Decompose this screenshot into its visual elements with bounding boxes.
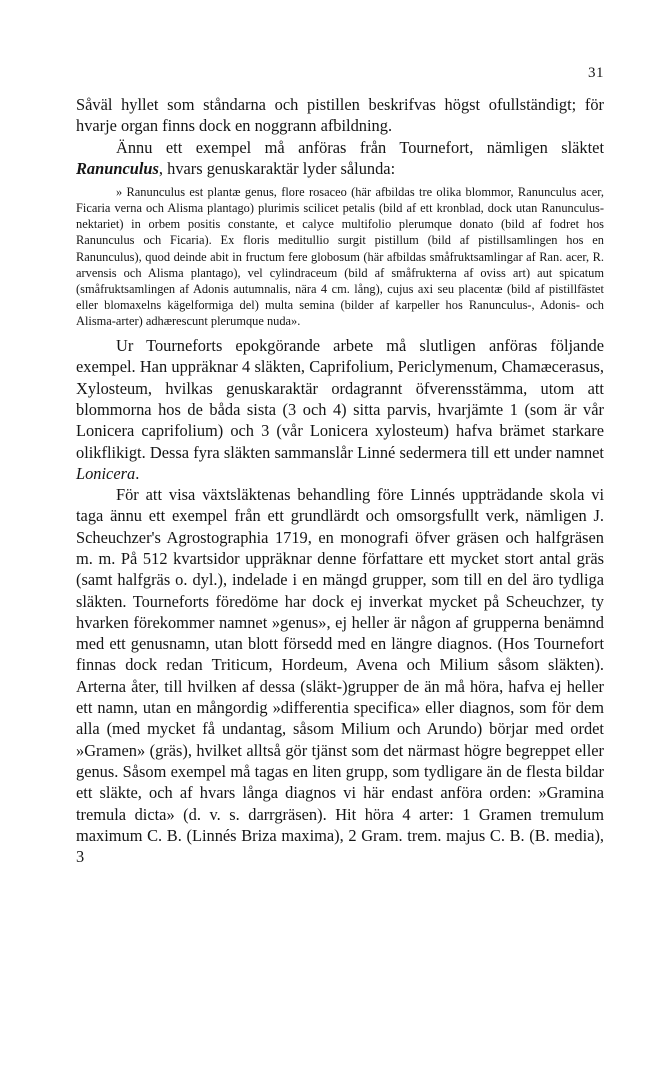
genus-name-ranunculus: Ranunculus bbox=[76, 158, 159, 178]
quote-ranunculus-character: » Ranunculus est plantæ genus, flore rosaceo (här afbildas tre olika blommor, Ranunculus acer, Ficaria verna och Alisma plantago) plurimis scilicet petalis (bild af ett kronblad, dock utan Ranunculus-nektariet) in orbem positis constante, et calyce multifolio plerumque donato (bild af fodret hos Ranunculus och Ficaria). Ex floris meditullio surgit pistillum (bild af pistillsamlingen hos en Ranunculus), quod deinde abit in fructum fere globosum (här afbildas småfruktsamlingar af Ran. acer, R. arvensis och Alisma plantago), vel cylindraceum (bild af småfrukterna af oviss art) aut spicatum (småfruktsamlingen af Adonis autumnalis, nära 4 cm. lång), cujus axi seu placentæ (bild af pistillfästet eller blomaxelns kägelformiga del) multa semina (bilder af karpeller hos Ranunculus-, Adonis- och Alisma-arter) adhærescunt plerumque nuda». bbox=[76, 185, 604, 328]
page-number: 31 bbox=[588, 65, 604, 81]
paragraph-intro: Såväl hyllet som ståndarna och pistillen beskrifvas högst ofullständigt; för hvarje organ finns dock en noggrann afbildning. bbox=[76, 95, 604, 136]
paragraph-text: , hvars genuskaraktär lyder sålunda: bbox=[158, 158, 396, 178]
paragraph-text: . bbox=[135, 463, 140, 483]
paragraph-text: Ännu ett exempel må anföras från Tournefort, nämligen släktet bbox=[116, 137, 604, 157]
paragraph-scheuchzer: För att visa växtsläktenas behandling före Linnés uppträdande skola vi taga ännu ett exempel från ett grundlärdt och omsorgsfullt verk, nämligen J. Scheuchzer's Agrostographia 1719, en monografi öfver gräsen och halfgräsen m. m. På 512 kvartsidor uppräknar denne författare ett mycket stort antal gräs (samt halfgräs o. dyl.), indelade i en mängd grupper, som till en del äro tydliga släkten. Tourneforts föredöme har dock ej inverkat mycket på Scheuchzer, ty hvarken förekommer namnet »genus», ej heller är någon af grupperna benämnd med ett genusnamn, utan blott försedd med en längre diagnos. (Hos Tournefort finnas dock redan Triticum, Hordeum, Avena och Milium såsom släkten). Arterna åter, till hvilken af dessa (släkt-)grupper de än må höra, hafva ej heller ett namn, utan en mångordig »differentia specifica» eller diagnos, som för dem alla (med mycket få undantag, såsom Milium och Arundo) börjar med ordet »Gramen» (gräs), hvilket alltså gör tjänst som det närmast högre begreppet eller genus. Såsom exempel må tagas en liten grupp, som tydligare än de flesta bildar ett släkte, och af hvars långa diagnos vi här endast anföra orden: »Gramina tremula dicta» (d. v. s. darrgräsen). Hit höra 4 arter: 1 Gramen tremulum maximum C. B. (Linnés Briza maxima), 2 Gram. trem. majus C. B. (B. media), 3 bbox=[76, 485, 604, 867]
genus-name-lonicera: Lonicera bbox=[76, 463, 136, 483]
paragraph-text: Ur Tourneforts epokgörande arbete må slutligen anföras följande exempel. Han uppräknar 4 släkten, Caprifolium, Periclymenum, Chamæcerasus, Xylosteum, hvilkas genuskaraktär ordagrannt öfverensstämma, utom att blommorna hos de båda sista (3 och 4) sitta parvis, hvarjämte 1 (som är vår Lonicera caprifolium) och 3 (vår Lonicera xylosteum) hafva brämet starkare olikflikigt. Dessa fyra släkten sammanslår Linné sedermera till ett under namnet bbox=[76, 336, 604, 462]
document-page bbox=[76, 62, 604, 867]
paragraph-tournefort-example bbox=[76, 335, 604, 484]
paragraph-ranunculus-intro bbox=[76, 137, 604, 180]
